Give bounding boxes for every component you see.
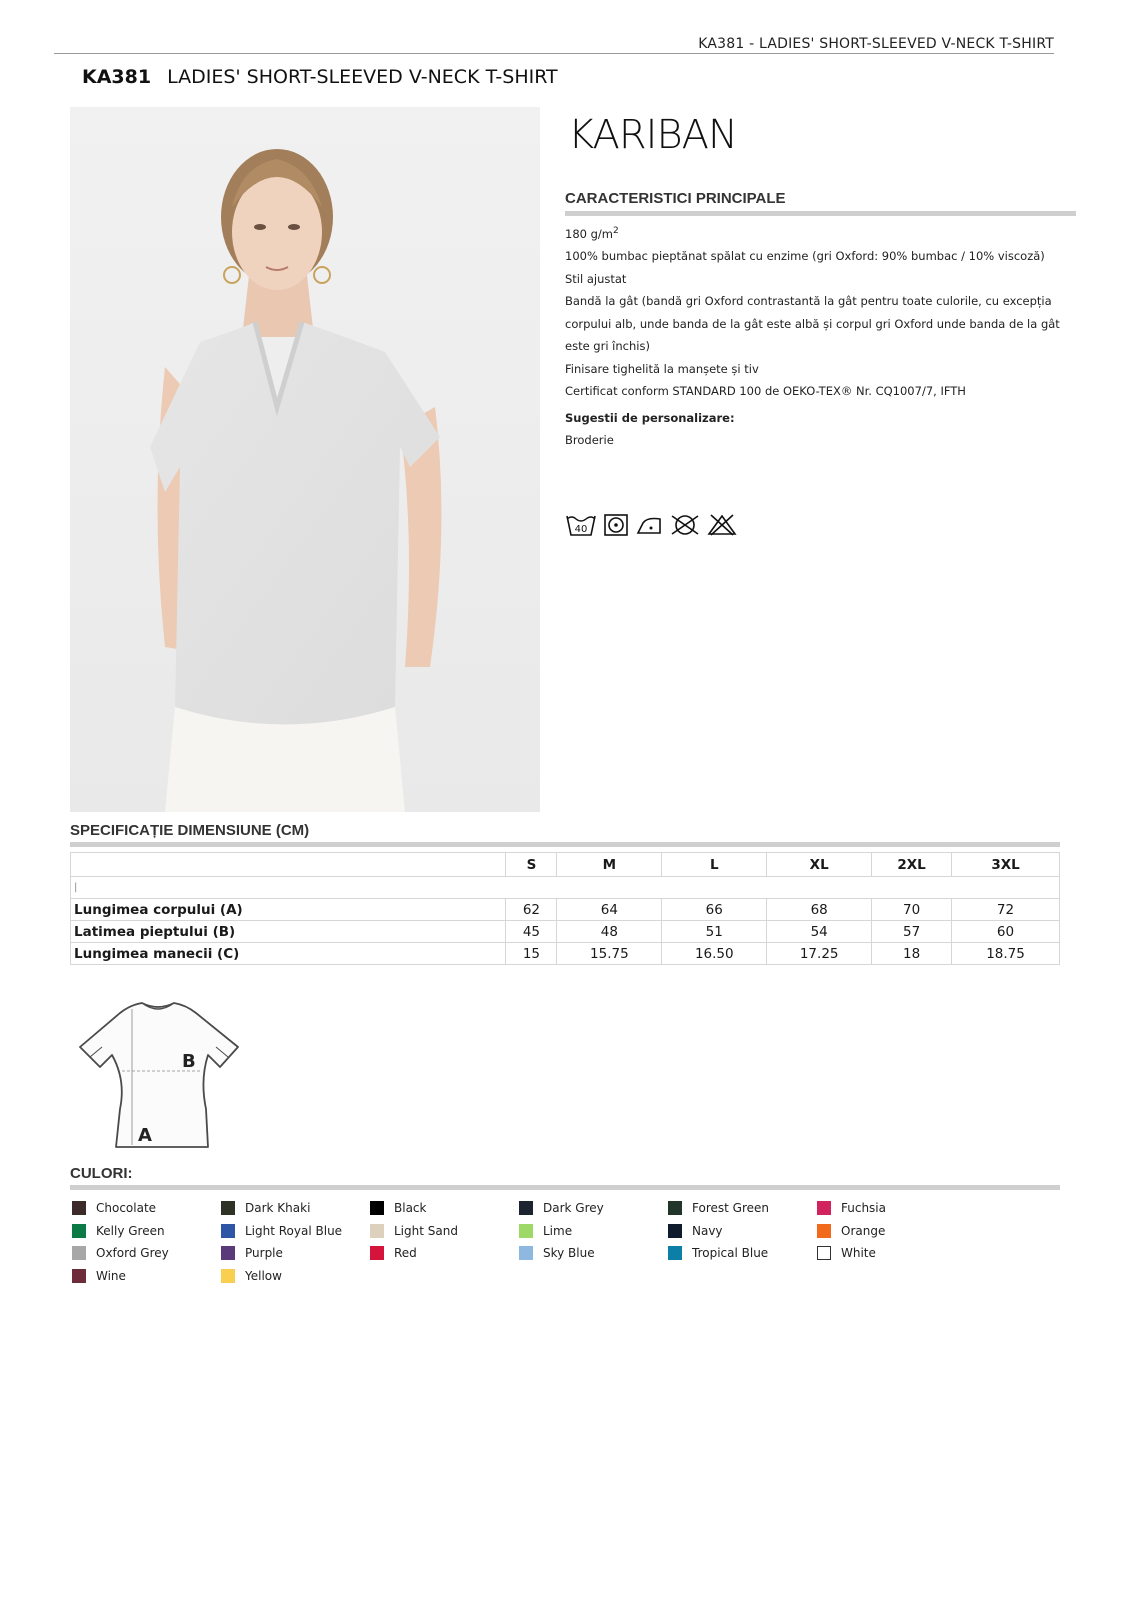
- customization-value: Broderie: [565, 433, 614, 448]
- diagram-label-a: A: [138, 1125, 152, 1146]
- color-swatch: [72, 1269, 86, 1283]
- color-name: Kelly Green: [96, 1223, 165, 1238]
- customization-title: Sugestii de personalizare:: [565, 410, 735, 425]
- color-name: Orange: [841, 1223, 886, 1238]
- size-label: L: [662, 853, 767, 877]
- color-swatch: [668, 1224, 682, 1238]
- product-code: KA381: [82, 66, 152, 88]
- color-item: [668, 1223, 817, 1239]
- color-name: Dark Grey: [543, 1201, 604, 1215]
- table-cell: 15: [506, 943, 557, 965]
- row-label: Latimea pieptului (B): [71, 921, 506, 943]
- color-name: Yellow: [245, 1268, 282, 1283]
- color-item: [221, 1268, 370, 1284]
- table-cell: 18: [872, 943, 952, 965]
- feature-line: Bandă la gât (bandă gri Oxford contrastantă la gât pentru toate culorile, cu excepția corpului alb, unde banda de la gât este albă și corpul gri Oxford unde banda de la gât este gri închis): [565, 294, 1060, 354]
- table-cell: 72: [952, 899, 1060, 921]
- color-item: [370, 1245, 519, 1261]
- product-name: LADIES' SHORT-SLEEVED V-NECK T-SHIRT: [167, 66, 558, 88]
- color-item: [817, 1245, 966, 1261]
- color-swatch: [370, 1224, 384, 1238]
- features-title: CARACTERISTICI PRINCIPALE: [565, 190, 786, 207]
- table-cell: 45: [506, 921, 557, 943]
- color-name: Oxford Grey: [96, 1246, 169, 1260]
- table-cell: 54: [767, 921, 872, 943]
- color-swatch: [72, 1201, 86, 1215]
- color-swatch: [221, 1246, 235, 1260]
- product-photo: [70, 107, 540, 812]
- color-name: Purple: [245, 1246, 283, 1260]
- color-swatch: [519, 1246, 533, 1260]
- color-name: Red: [394, 1246, 417, 1260]
- color-item: [668, 1245, 817, 1261]
- color-name: Lime: [543, 1223, 573, 1238]
- color-name: Light Royal Blue: [245, 1223, 343, 1238]
- table-cell: 64: [557, 899, 662, 921]
- color-item: [72, 1268, 221, 1284]
- feature-line: Stil ajustat: [565, 271, 627, 286]
- table-cell: 68: [767, 899, 872, 921]
- color-name: Forest Green: [692, 1201, 769, 1215]
- color-name: Sky Blue: [543, 1246, 595, 1260]
- color-name: Tropical Blue: [692, 1246, 769, 1260]
- color-name: White: [841, 1246, 876, 1260]
- row-label: Lungimea manecii (C): [71, 943, 506, 965]
- no-bleach-icon: [707, 513, 737, 537]
- row-label: Lungimea corpului (A): [71, 899, 506, 921]
- color-item: [370, 1200, 519, 1216]
- color-swatch: [668, 1246, 682, 1260]
- color-item: [72, 1200, 221, 1216]
- features-list: [565, 220, 1080, 452]
- size-label: 3XL: [952, 853, 1060, 877]
- size-spec-title: SPECIFICAȚIE DIMENSIUNE (CM): [70, 822, 310, 839]
- size-label: M: [557, 853, 662, 877]
- table-row: [71, 921, 1060, 943]
- header-divider: [54, 53, 1054, 54]
- color-item: [72, 1245, 221, 1261]
- size-table: [70, 852, 1060, 965]
- color-swatch: [370, 1201, 384, 1215]
- color-swatch: [817, 1224, 831, 1238]
- color-swatch: [72, 1224, 86, 1238]
- color-list: [72, 1200, 972, 1284]
- table-cell: 48: [557, 921, 662, 943]
- page-title: [82, 66, 558, 88]
- wash-temp-label: 40: [574, 524, 588, 535]
- size-spec-divider: [70, 842, 1060, 847]
- color-swatch: [370, 1246, 384, 1260]
- color-item: [519, 1223, 668, 1239]
- color-item: [72, 1223, 221, 1239]
- spacer-row: [71, 877, 1060, 899]
- table-cell: 66: [662, 899, 767, 921]
- size-label: 2XL: [872, 853, 952, 877]
- color-name: Wine: [96, 1268, 126, 1283]
- color-item: [221, 1200, 370, 1216]
- size-label: S: [506, 853, 557, 877]
- color-swatch: [221, 1201, 235, 1215]
- color-swatch: [221, 1224, 235, 1238]
- table-row: [71, 899, 1060, 921]
- color-swatch: [221, 1269, 235, 1283]
- color-name: Navy: [692, 1223, 723, 1238]
- color-item: [817, 1223, 966, 1239]
- wash-40-icon: [565, 513, 597, 537]
- table-cell: 51: [662, 921, 767, 943]
- color-item: [817, 1200, 966, 1216]
- feature-line: Finisare tighelită la manșete și tiv: [565, 361, 759, 376]
- size-label: XL: [767, 853, 872, 877]
- table-cell: 17.25: [767, 943, 872, 965]
- measurement-diagram: [70, 985, 245, 1150]
- iron-low-icon: [635, 513, 663, 537]
- color-item: [519, 1200, 668, 1216]
- color-swatch: [817, 1246, 831, 1260]
- table-cell: 15.75: [557, 943, 662, 965]
- color-name: Fuchsia: [841, 1201, 886, 1215]
- table-cell: 16.50: [662, 943, 767, 965]
- color-swatch: [519, 1201, 533, 1215]
- feature-line: 100% bumbac pieptănat spălat cu enzime (gri Oxford: 90% bumbac / 10% viscoză): [565, 249, 1045, 264]
- table-cell: 62: [506, 899, 557, 921]
- spacer-mark: |: [71, 877, 1060, 899]
- colors-title: CULORI:: [70, 1165, 133, 1182]
- table-cell: 18.75: [952, 943, 1060, 965]
- tumble-dry-icon: [603, 513, 629, 537]
- color-item: [221, 1223, 370, 1239]
- header-reference: KA381 - LADIES' SHORT-SLEEVED V-NECK T-SHIRT: [698, 36, 1054, 52]
- table-cell: 70: [872, 899, 952, 921]
- color-name: Chocolate: [96, 1201, 157, 1215]
- care-icons: [565, 513, 737, 537]
- color-name: Dark Khaki: [245, 1201, 311, 1215]
- colors-divider: [70, 1185, 1060, 1190]
- diagram-label-b: B: [182, 1051, 196, 1072]
- feature-weight: 180 $g/m^2$: [565, 226, 619, 241]
- model-illustration: [70, 107, 540, 812]
- color-swatch: [72, 1246, 86, 1260]
- table-row: [71, 943, 1060, 965]
- color-item: [519, 1245, 668, 1261]
- feature-line: Certificat conform STANDARD 100 de OEKO-TEX® Nr. CQ1007/7, IFTH: [565, 384, 966, 399]
- no-dry-clean-icon: [669, 513, 701, 537]
- features-divider: [565, 211, 1076, 216]
- color-item: [668, 1200, 817, 1216]
- color-name: Light Sand: [394, 1223, 458, 1238]
- color-item: [370, 1223, 519, 1239]
- brand-logo: KARIBAN: [568, 112, 737, 158]
- color-swatch: [668, 1201, 682, 1215]
- table-cell: 60: [952, 921, 1060, 943]
- color-item: [221, 1245, 370, 1261]
- color-swatch: [519, 1224, 533, 1238]
- color-swatch: [817, 1201, 831, 1215]
- size-header-row: [71, 853, 1060, 877]
- color-name: Black: [394, 1201, 427, 1215]
- table-cell: 57: [872, 921, 952, 943]
